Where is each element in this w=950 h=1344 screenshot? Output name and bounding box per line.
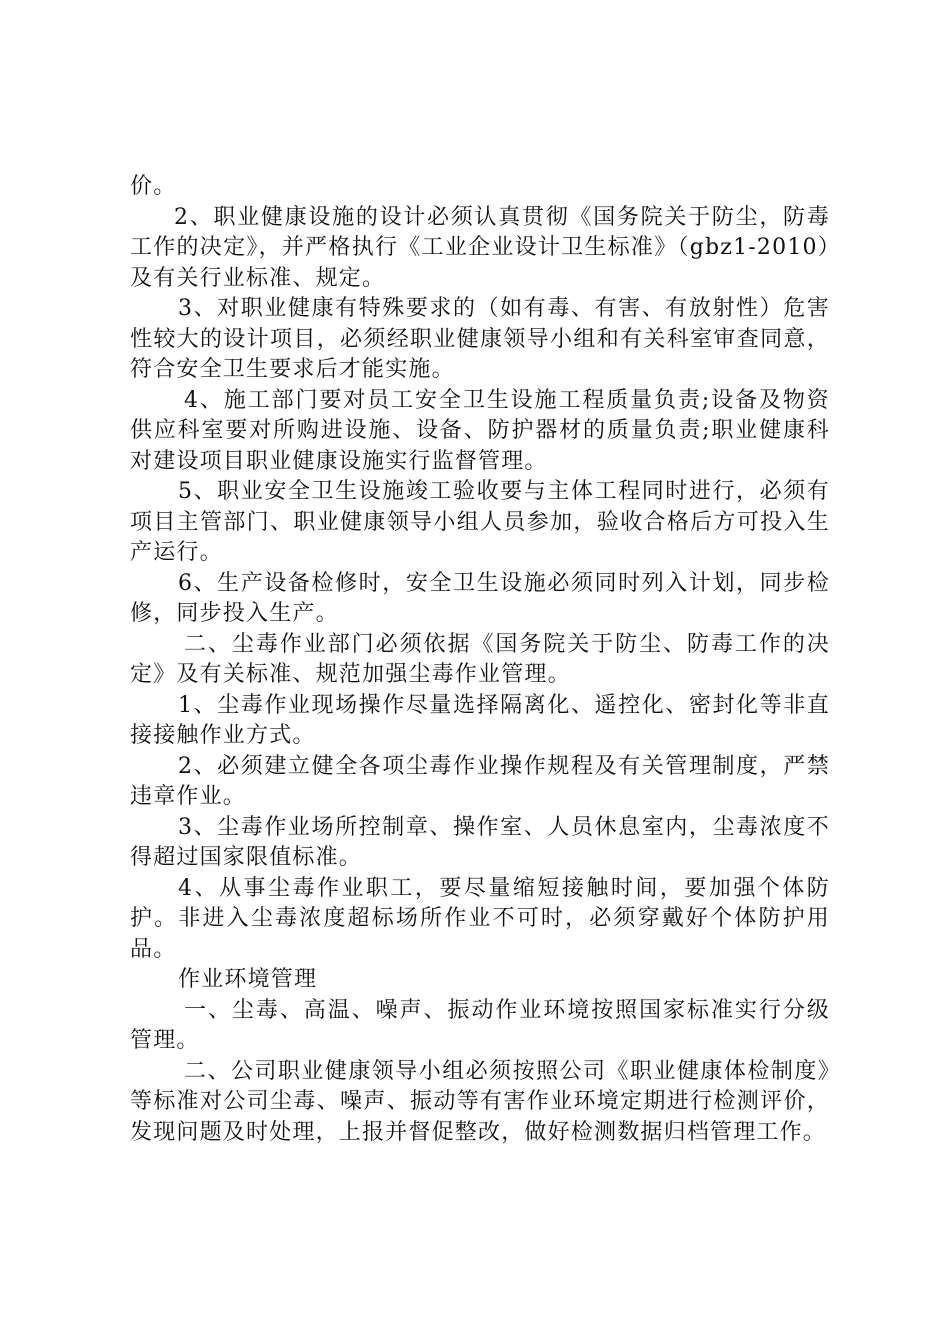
- paragraph-item-4-construction: 4、施工部门要对员工安全卫生设施工程质量负责;设备及物资供应科室要对所购进设施、设备、防护器材的质量负责;职业健康科对建设项目职业健康设施实行监督管理。: [130, 387, 830, 474]
- paragraph-section-2-dust-poison: 二、尘毒作业部门必须依据《国务院关于防尘、防毒工作的决定》及有关标准、规范加强尘毒作业管理。: [130, 631, 830, 687]
- paragraph-item-2-design: 2、职业健康设施的设计必须认真贯彻《国务院关于防尘，防毒工作的决定》，并严格执行《工业企业设计卫生标准》（gbz1-2010）及有关行业标准、规定。: [130, 204, 830, 291]
- section-heading-work-environment: 作业环境管理: [178, 967, 318, 992]
- paragraph-dust-item-3: 3、尘毒作业场所控制章、操作室、人员休息室内，尘毒浓度不得超过国家限值标准。: [130, 814, 830, 870]
- paragraph-dust-item-2: 2、必须建立健全各项尘毒作业操作规程及有关管理制度，严禁违章作业。: [130, 753, 830, 809]
- paragraph-dust-item-1: 1、尘毒作业现场操作尽量选择隔离化、遥控化、密封化等非直接接触作业方式。: [130, 692, 830, 748]
- paragraph-item-3-special-requirements: 3、对职业健康有特殊要求的（如有毒、有害、有放射性）危害性较大的设计项目，必须经职业健康领导小组和有关科室审查同意，符合安全卫生要求后才能实施。: [130, 296, 830, 382]
- document-body: [130, 172, 830, 1148]
- paragraph-dust-item-4: 4、从事尘毒作业职工，要尽量缩短接触时间，要加强个体防护。非进入尘毒浓度超标场所作业不可时，必须穿戴好个体防护用品。: [130, 875, 830, 962]
- paragraph-item-5-acceptance: 5、职业安全卫生设施竣工验收要与主体工程同时进行，必须有项目主管部门、职业健康领导小组人员参加，验收合格后方可投入生产运行。: [130, 479, 830, 565]
- paragraph-env-item-2: 二、公司职业健康领导小组必须按照公司《职业健康体检制度》等标准对公司尘毒、噪声、振动等有害作业环境定期进行检测评价，发现问题及时处理，上报并督促整改，做好检测数据归档管理工作。: [130, 1058, 830, 1145]
- paragraph-env-item-1: 一、尘毒、高温、噪声、振动作业环境按照国家标准实行分级管理。: [130, 997, 830, 1053]
- paragraph-item-6-maintenance: 6、生产设备检修时，安全卫生设施必须同时列入计划，同步检修，同步投入生产。: [130, 570, 830, 626]
- paragraph-continuation: 价。: [130, 174, 177, 199]
